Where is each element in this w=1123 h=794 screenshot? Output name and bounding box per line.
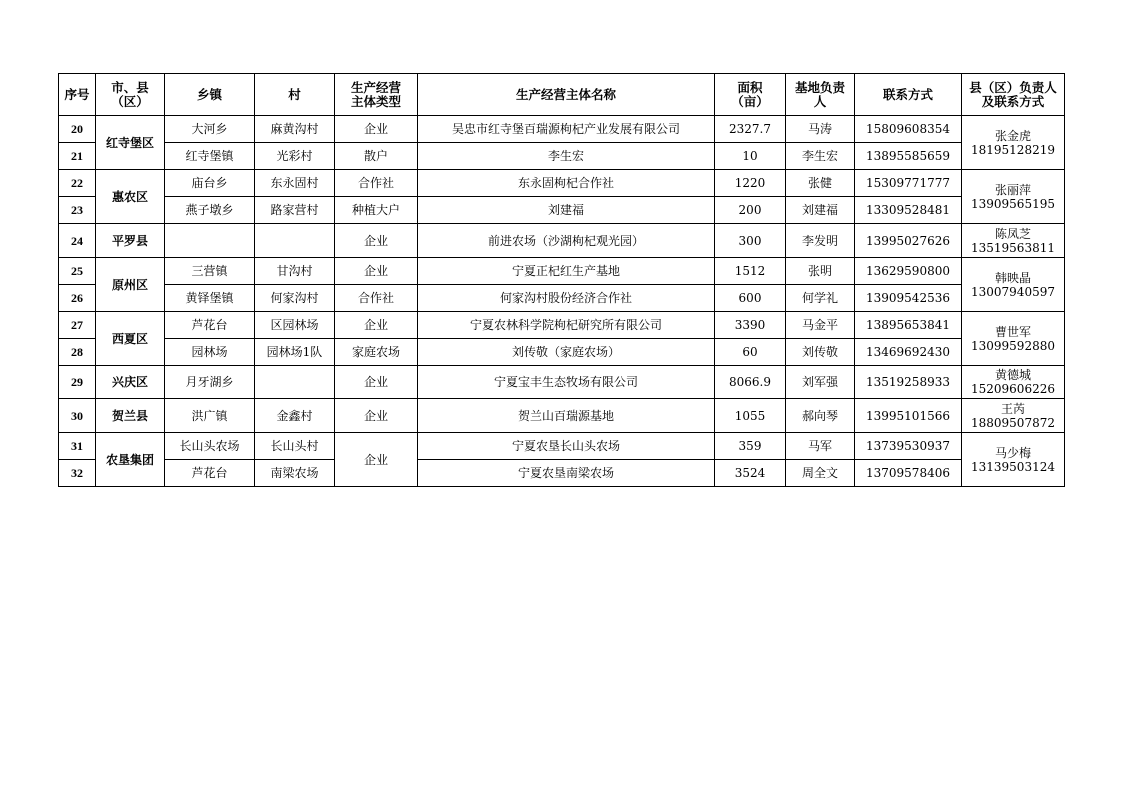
header-phone: 联系方式 [855, 74, 962, 116]
header-county [962, 74, 1065, 116]
cell-village: 金鑫村 [255, 399, 335, 433]
county-person: 张丽萍 [994, 182, 1031, 197]
cell-phone: 13995101566 [855, 399, 962, 433]
cell-township: 芦花台 [165, 312, 255, 339]
county-person: 韩映晶 [994, 270, 1031, 285]
cell-county-contact [962, 224, 1065, 258]
cell-seq: 21 [59, 143, 96, 170]
cell-phone: 13895653841 [855, 312, 962, 339]
cell-area: 3524 [715, 460, 786, 487]
header-area-line2: （亩） [731, 93, 769, 109]
cell-village: 南梁农场 [255, 460, 335, 487]
cell-city: 红寺堡区 [96, 116, 165, 170]
header-name: 生产经营主体名称 [418, 74, 715, 116]
cell-phone: 13309528481 [855, 197, 962, 224]
cell-base: 李发明 [786, 224, 855, 258]
header-base-line1: 基地负责 [794, 79, 845, 95]
cell-village: 光彩村 [255, 143, 335, 170]
header-area [715, 74, 786, 116]
county-phone: 13139503124 [971, 459, 1055, 474]
cell-county-contact [962, 366, 1065, 399]
cell-type: 企业 [335, 366, 418, 399]
cell-city: 原州区 [96, 258, 165, 312]
cell-township [165, 224, 255, 258]
cell-township: 洪广镇 [165, 399, 255, 433]
cell-area: 60 [715, 339, 786, 366]
cell-village: 东永固村 [255, 170, 335, 197]
cell-seq: 26 [59, 285, 96, 312]
header-county-line2: 及联系方式 [981, 93, 1045, 109]
cell-area: 2327.7 [715, 116, 786, 143]
cell-base: 周全文 [786, 460, 855, 487]
cell-type: 种植大户 [335, 197, 418, 224]
cell-city: 平罗县 [96, 224, 165, 258]
cell-village: 区园林场 [255, 312, 335, 339]
cell-type: 企业 [335, 399, 418, 433]
cell-area: 10 [715, 143, 786, 170]
cell-village: 何家沟村 [255, 285, 335, 312]
cell-phone: 13709578406 [855, 460, 962, 487]
cell-seq: 30 [59, 399, 96, 433]
cell-name: 宁夏农垦长山头农场 [418, 433, 715, 460]
cell-area: 1512 [715, 258, 786, 285]
cell-name: 前进农场（沙湖枸杞观光园） [418, 224, 715, 258]
table-row [59, 339, 1065, 366]
header-type [335, 74, 418, 116]
cell-township: 园林场 [165, 339, 255, 366]
cell-seq: 25 [59, 258, 96, 285]
header-type-line2: 主体类型 [350, 93, 401, 109]
cell-county-contact [962, 399, 1065, 433]
cell-township: 庙台乡 [165, 170, 255, 197]
cell-phone: 13995027626 [855, 224, 962, 258]
cell-type: 企业 [335, 433, 418, 487]
cell-base: 刘传敬 [786, 339, 855, 366]
cell-area: 359 [715, 433, 786, 460]
cell-seq: 23 [59, 197, 96, 224]
cell-area: 600 [715, 285, 786, 312]
table-row [59, 258, 1065, 285]
cell-base: 马金平 [786, 312, 855, 339]
cell-seq: 29 [59, 366, 96, 399]
cell-township: 黄铎堡镇 [165, 285, 255, 312]
cell-county-contact [962, 258, 1065, 312]
header-city-line1: 市、县 [111, 79, 149, 95]
table-row [59, 460, 1065, 487]
cell-village [255, 224, 335, 258]
header-type-line1: 生产经营 [350, 79, 401, 95]
cell-name: 宁夏宝丰生态牧场有限公司 [418, 366, 715, 399]
header-township: 乡镇 [165, 74, 255, 116]
header-city-line2: （区） [111, 93, 149, 109]
county-phone: 15209606226 [971, 382, 1055, 396]
cell-village: 麻黄沟村 [255, 116, 335, 143]
cell-name: 刘传敬（家庭农场） [418, 339, 715, 366]
cell-base: 马军 [786, 433, 855, 460]
cell-base: 马涛 [786, 116, 855, 143]
table-row [59, 170, 1065, 197]
county-person: 马少梅 [994, 445, 1031, 460]
data-table [58, 73, 1065, 487]
cell-phone: 13895585659 [855, 143, 962, 170]
table-row [59, 433, 1065, 460]
table-row [59, 143, 1065, 170]
cell-type: 企业 [335, 258, 418, 285]
county-person: 张金虎 [994, 128, 1031, 143]
county-person: 陈凤芝 [994, 226, 1031, 241]
cell-name: 宁夏农垦南梁农场 [418, 460, 715, 487]
header-city [96, 74, 165, 116]
county-person: 曹世军 [994, 324, 1031, 339]
cell-phone: 15809608354 [855, 116, 962, 143]
cell-type: 企业 [335, 224, 418, 258]
cell-township: 月牙湖乡 [165, 366, 255, 399]
county-phone: 13099592880 [971, 338, 1055, 353]
cell-area: 300 [715, 224, 786, 258]
cell-area: 3390 [715, 312, 786, 339]
county-person: 黄德城 [994, 368, 1031, 382]
cell-city: 贺兰县 [96, 399, 165, 433]
header-base-line2: 人 [813, 93, 827, 109]
cell-base: 张健 [786, 170, 855, 197]
cell-type: 企业 [335, 312, 418, 339]
cell-seq: 28 [59, 339, 96, 366]
cell-base: 刘军强 [786, 366, 855, 399]
table-row [59, 312, 1065, 339]
cell-township: 燕子墩乡 [165, 197, 255, 224]
cell-type: 散户 [335, 143, 418, 170]
cell-seq: 24 [59, 224, 96, 258]
cell-area: 8066.9 [715, 366, 786, 399]
cell-county-contact [962, 433, 1065, 487]
cell-type: 家庭农场 [335, 339, 418, 366]
county-phone: 18195128219 [971, 142, 1055, 157]
cell-phone: 13629590800 [855, 258, 962, 285]
cell-area: 1055 [715, 399, 786, 433]
county-phone: 13007940597 [971, 284, 1055, 299]
cell-base: 刘建福 [786, 197, 855, 224]
header-county-line1: 县（区）负责人 [969, 79, 1057, 95]
cell-name: 李生宏 [418, 143, 715, 170]
cell-seq: 31 [59, 433, 96, 460]
cell-type: 合作社 [335, 170, 418, 197]
header-area-line1: 面积 [737, 79, 763, 95]
table-row [59, 197, 1065, 224]
cell-base: 郝向琴 [786, 399, 855, 433]
county-phone: 13909565195 [971, 196, 1055, 211]
table-row [59, 285, 1065, 312]
cell-village: 路家营村 [255, 197, 335, 224]
cell-phone: 13909542536 [855, 285, 962, 312]
cell-phone: 15309771777 [855, 170, 962, 197]
cell-name: 刘建福 [418, 197, 715, 224]
county-phone: 18809507872 [971, 415, 1055, 430]
header-seq: 序号 [59, 74, 96, 116]
cell-township: 大河乡 [165, 116, 255, 143]
header-row [59, 74, 1065, 116]
cell-city: 西夏区 [96, 312, 165, 366]
cell-seq: 27 [59, 312, 96, 339]
cell-township: 长山头农场 [165, 433, 255, 460]
cell-city: 兴庆区 [96, 366, 165, 399]
cell-seq: 20 [59, 116, 96, 143]
cell-type: 合作社 [335, 285, 418, 312]
cell-county-contact [962, 170, 1065, 224]
cell-base: 何学礼 [786, 285, 855, 312]
cell-base: 张明 [786, 258, 855, 285]
cell-name: 东永固枸杞合作社 [418, 170, 715, 197]
cell-name: 宁夏正杞红生产基地 [418, 258, 715, 285]
cell-base: 李生宏 [786, 143, 855, 170]
cell-type: 企业 [335, 116, 418, 143]
cell-city: 惠农区 [96, 170, 165, 224]
cell-county-contact [962, 312, 1065, 366]
cell-county-contact [962, 116, 1065, 170]
cell-village [255, 366, 335, 399]
table-row [59, 224, 1065, 258]
cell-name: 吴忠市红寺堡百瑞源枸杞产业发展有限公司 [418, 116, 715, 143]
cell-township: 三营镇 [165, 258, 255, 285]
cell-phone: 13469692430 [855, 339, 962, 366]
cell-seq: 32 [59, 460, 96, 487]
cell-village: 甘沟村 [255, 258, 335, 285]
cell-township: 芦花台 [165, 460, 255, 487]
cell-phone: 13519258933 [855, 366, 962, 399]
cell-name: 宁夏农林科学院枸杞研究所有限公司 [418, 312, 715, 339]
header-village: 村 [255, 74, 335, 116]
cell-village: 园林场1队 [255, 339, 335, 366]
cell-name: 何家沟村股份经济合作社 [418, 285, 715, 312]
table-row [59, 116, 1065, 143]
cell-area: 200 [715, 197, 786, 224]
cell-area: 1220 [715, 170, 786, 197]
header-base [786, 74, 855, 116]
cell-village: 长山头村 [255, 433, 335, 460]
cell-phone: 13739530937 [855, 433, 962, 460]
cell-name: 贺兰山百瑞源基地 [418, 399, 715, 433]
county-phone: 13519563811 [971, 240, 1055, 255]
table-row [59, 366, 1065, 399]
county-person: 王芮 [1000, 401, 1025, 416]
table-row [59, 399, 1065, 433]
cell-city: 农垦集团 [96, 433, 165, 487]
cell-township: 红寺堡镇 [165, 143, 255, 170]
cell-seq: 22 [59, 170, 96, 197]
